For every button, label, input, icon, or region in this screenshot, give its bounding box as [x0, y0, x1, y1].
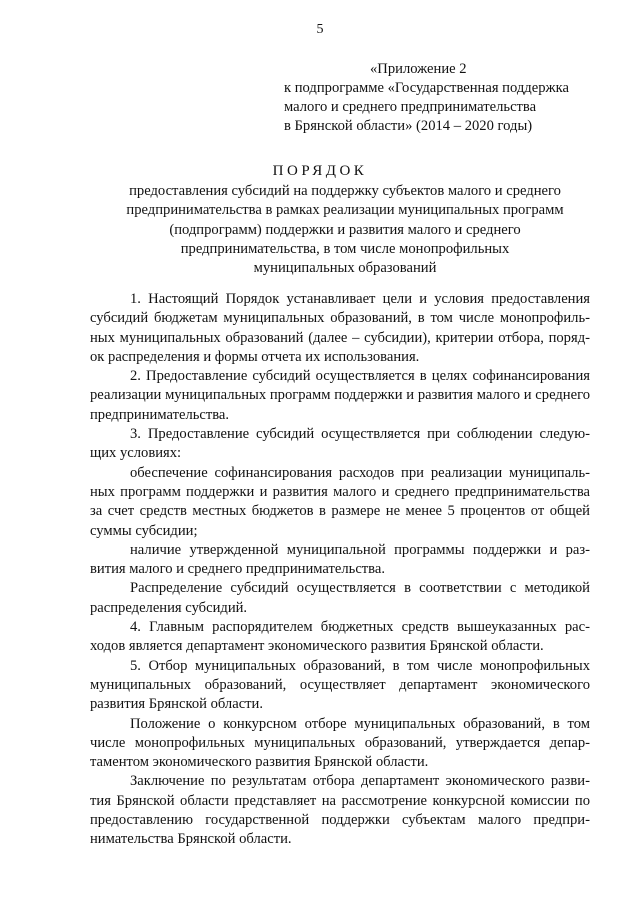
subtitle-line: предоставления субсидий на поддержку субъектов малого и среднего — [129, 183, 561, 199]
paragraph-regulation: Положение о конкурсном отборе муниципальных образований, в том числе монопрофильных муниципальных образований, утверждается департаментом экономического развития Брянской области. — [90, 715, 590, 771]
subtitle-line: (подпрограмм) поддержки и развития малого и среднего — [169, 221, 521, 238]
paragraph-1: 1. Настоящий Порядок устанавливает цели и условия предоставления субсидий бюджетам муниципальных образований, в том числе монопрофильных муниципальных образований (далее – субсидии), критерии отбора, порядок распределения и формы отчета их использования. — [90, 291, 590, 365]
document-body — [90, 290, 590, 850]
paragraph-conclusion: Заключение по результатам отбора департамент экономического развития Брянской области представляет на рассмотрение конкурсной комиссии по предоставлению государственной поддержки субъектам малого предпринимательства Брянской области. — [90, 773, 590, 848]
subtitle-line: предпринимательства в рамках реализации муниципальных программ — [126, 202, 564, 219]
appendix-line-2: к подпрограмме «Государственная поддержка — [284, 80, 569, 96]
paragraph-condition-2: наличие утвержденной муниципальной программы поддержки и развития малого и среднего предпринимательства. — [90, 541, 590, 578]
paragraph-distribution: Распределение субсидий осуществляется в соответствии с методикой распределения субсидий. — [90, 580, 590, 616]
paragraph-2: 2. Предоставление субсидий осуществляется в целях софинансирования реализации муниципальных программ поддержки и развития малого и среднего предпринимательства. — [90, 368, 590, 423]
appendix-line-1: «Приложение 2 — [370, 61, 467, 77]
paragraph-condition-1: обеспечение софинансирования расходов при реализации муниципальных программ поддержки и развития малого и среднего предпринимательства за счет средств местных бюджетов в размере не менее 5 процентов от общей суммы субсидии; — [90, 464, 590, 539]
paragraph-4: 4. Главным распорядителем бюджетных средств вышеуказанных расходов является департамент экономического развития Брянской области. — [90, 619, 590, 655]
appendix-line-3: малого и среднего предпринимательства — [284, 99, 537, 115]
paragraph-5: 5. Отбор муниципальных образований, в том числе монопрофильных муниципальных образований, осуществляет департамент экономического развития Брянской области. — [90, 657, 590, 713]
subtitle-line: муниципальных образований — [253, 260, 437, 277]
page-number: 5 — [316, 22, 324, 37]
document-subtitle — [110, 182, 580, 278]
document-title: ПОРЯДОК — [272, 163, 368, 179]
appendix-header — [284, 60, 614, 136]
subtitle-line: предпринимательства, в том числе монопрофильных — [180, 240, 510, 257]
appendix-line-4: в Брянской области» (2014 – 2020 годы) — [284, 118, 533, 134]
paragraph-3: 3. Предоставление субсидий осуществляется при соблюдении следующих условиях: — [90, 426, 590, 462]
